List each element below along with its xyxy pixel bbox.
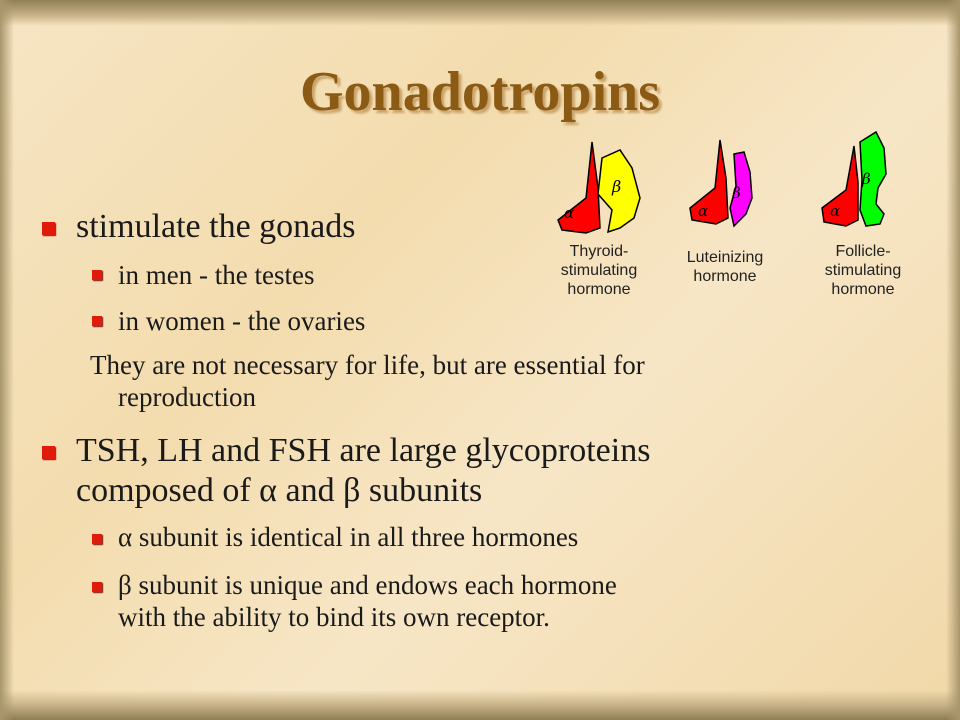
slide-frame-top xyxy=(0,0,960,26)
bullet-glycoproteins-line1: TSH, LH and FSH are large glycoproteins xyxy=(76,432,651,469)
slide-title: Gonadotropins xyxy=(300,61,660,123)
fsh-alpha-symbol: α xyxy=(830,202,841,220)
fsh-label: Follicle- stimulating hormone xyxy=(824,243,902,298)
tsh-beta-symbol: β xyxy=(612,177,622,196)
sub-bullet-marker xyxy=(92,316,102,326)
fsh-subunits xyxy=(822,132,886,226)
fsh-beta-symbol: β xyxy=(862,170,871,188)
lh-label: Luteinizing hormone xyxy=(686,249,764,285)
tsh-alpha-symbol: α xyxy=(564,204,575,222)
bullet-stimulate-gonads: stimulate the gonads xyxy=(76,208,356,245)
hormone-subunit-figure xyxy=(540,128,940,308)
sub-bullet-beta-unique-line1: β subunit is unique and endows each hormone xyxy=(118,570,617,600)
tsh-label: Thyroid- stimulating hormone xyxy=(560,243,638,298)
sub-bullet-alpha-identical: α subunit is identical in all three hormones xyxy=(118,522,579,552)
bullet-glycoproteins-line2: composed of α and β subunits xyxy=(76,472,483,509)
lh-beta-symbol: β xyxy=(732,184,741,202)
tsh-subunits xyxy=(558,142,640,233)
sub-bullet-marker xyxy=(92,270,102,280)
sub-bullet-women: in women - the ovaries xyxy=(118,306,366,336)
note-text-line2: reproduction xyxy=(118,382,256,412)
sub-bullet-men: in men - the testes xyxy=(118,260,315,290)
sub-bullet-marker xyxy=(92,582,102,592)
bullet-marker xyxy=(42,222,55,235)
sub-bullet-marker xyxy=(92,534,102,544)
slide-frame-bottom xyxy=(0,690,960,720)
bullet-marker xyxy=(42,446,55,459)
lh-alpha-symbol: α xyxy=(698,202,709,220)
lh-alpha-subunit xyxy=(690,140,728,224)
lh-subunits xyxy=(690,140,752,226)
note-text-line1: They are not necessary for life, but are essential for xyxy=(90,350,645,380)
sub-bullet-beta-unique-line2: with the ability to bind its own receptor. xyxy=(118,602,550,632)
